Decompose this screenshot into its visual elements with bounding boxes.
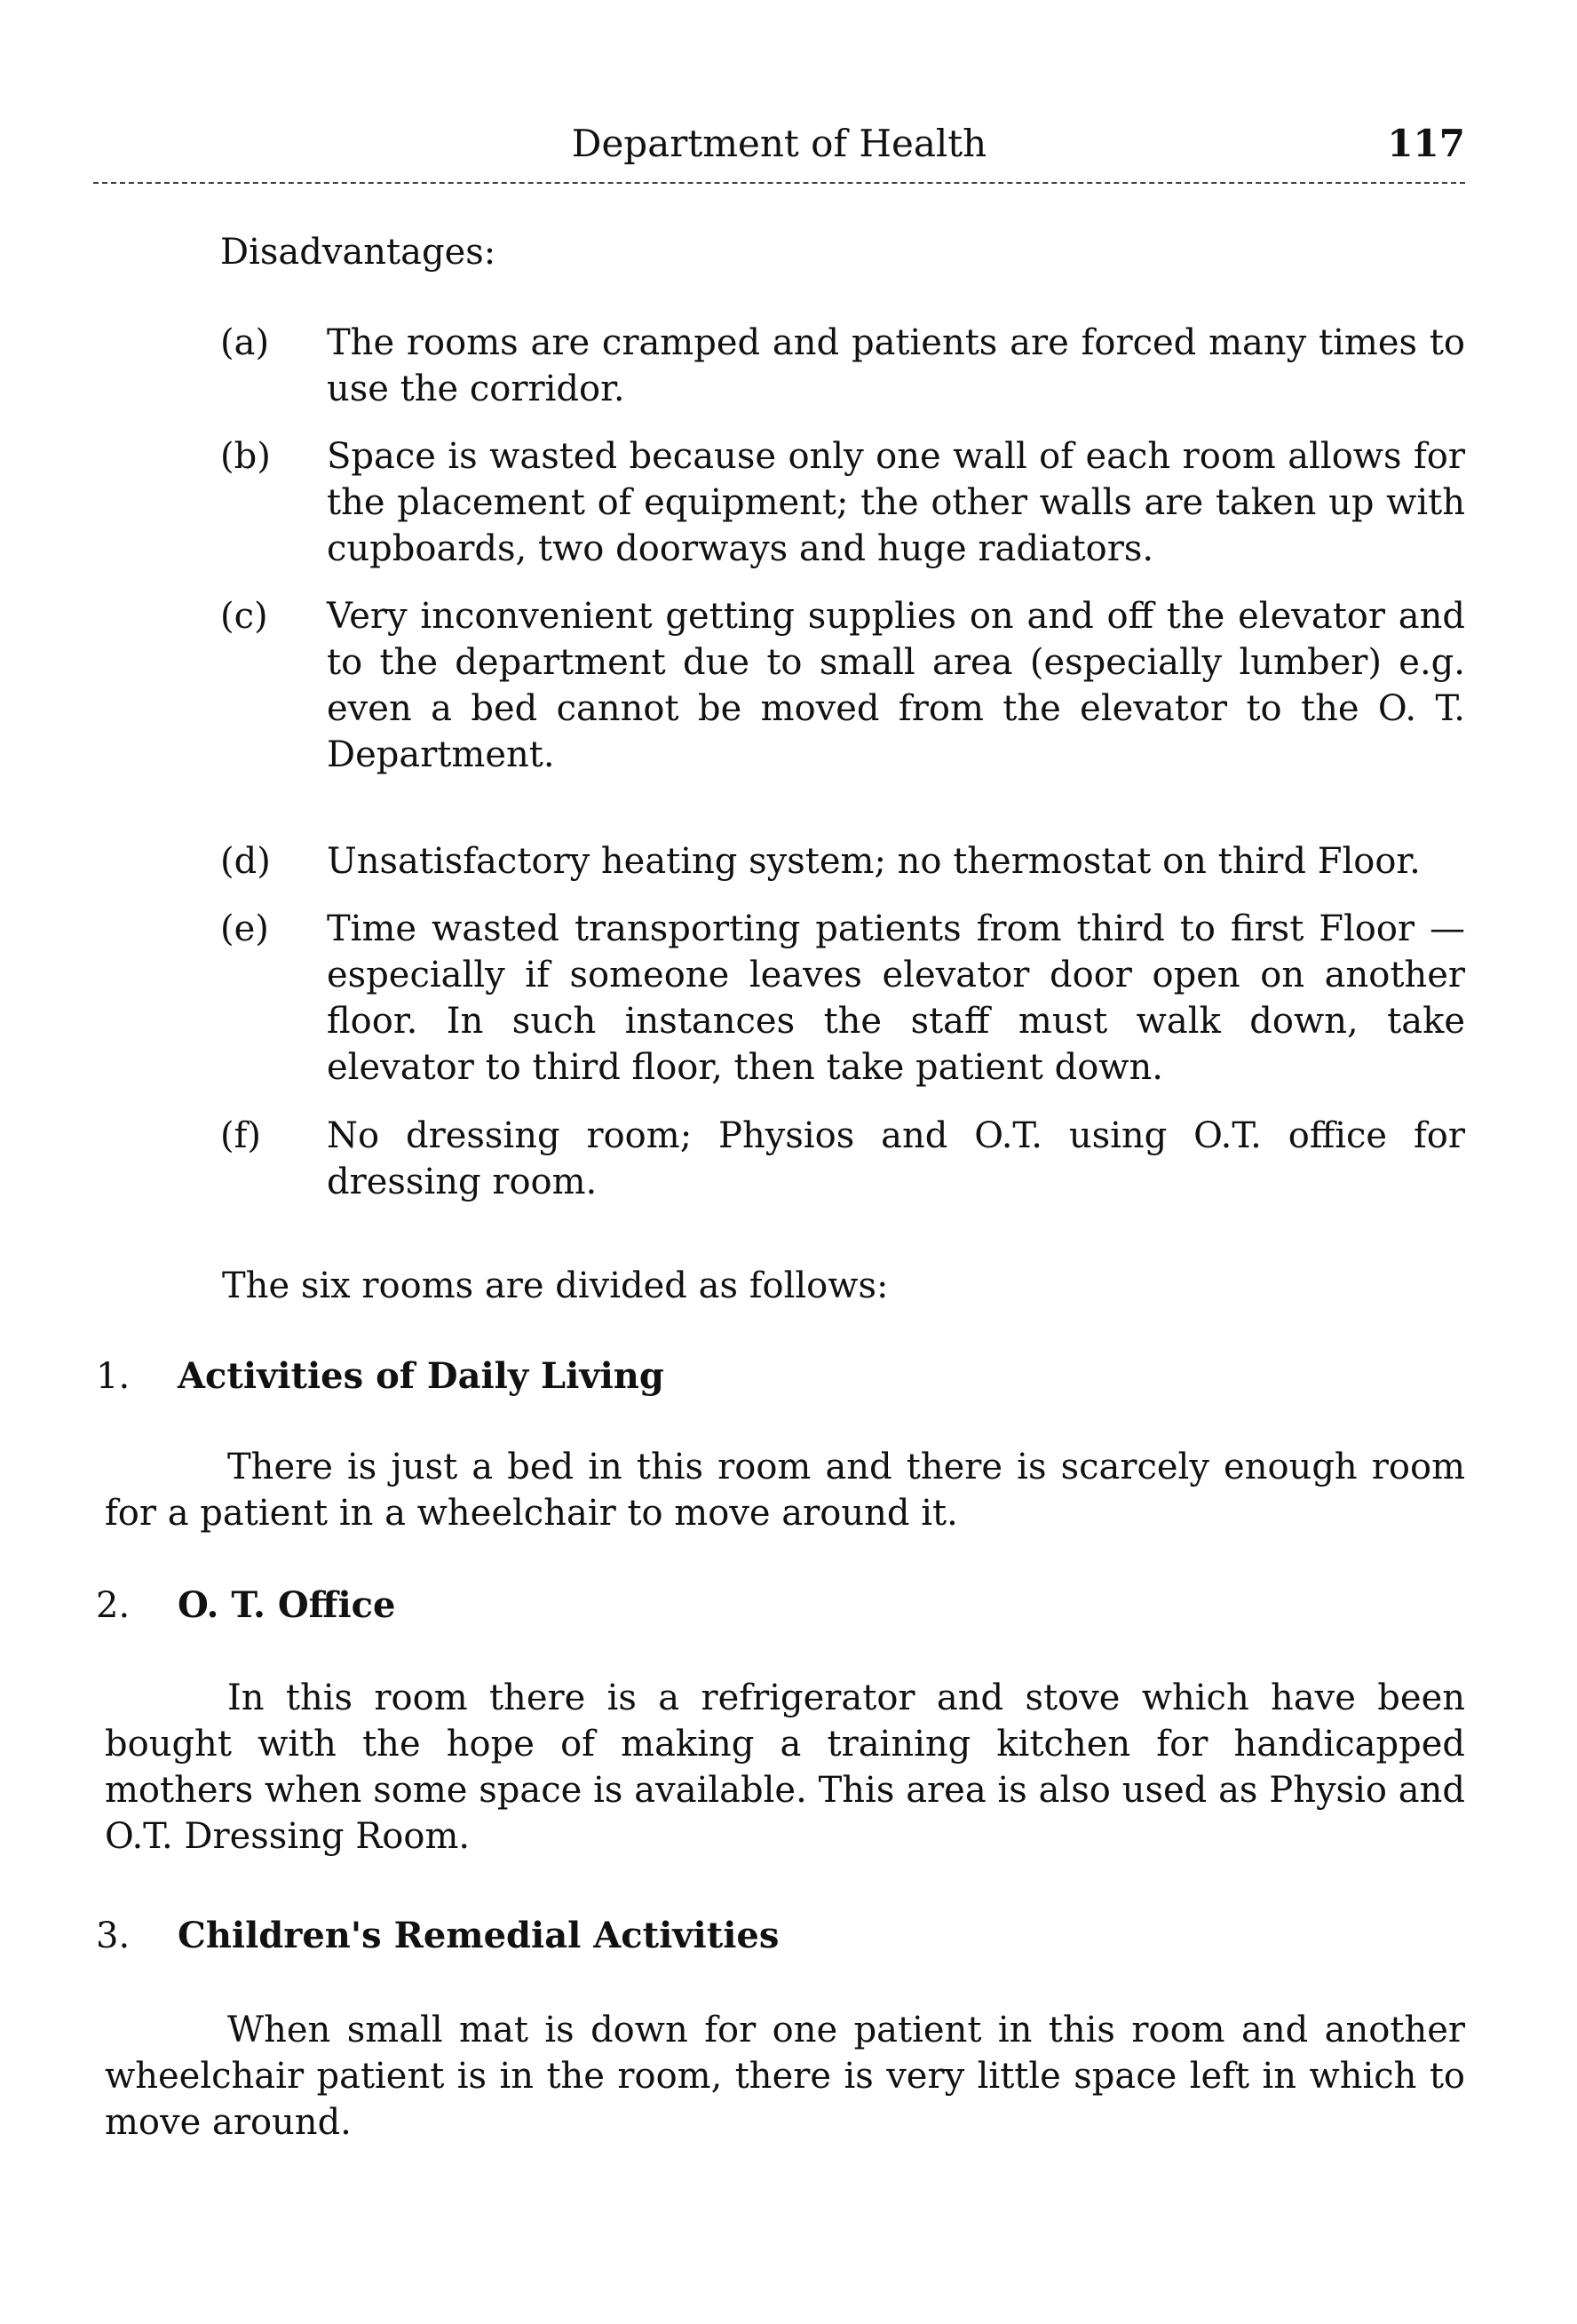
item-letter: (c) — [220, 596, 268, 637]
section-number: 2. — [96, 1585, 131, 1626]
item-text: No dressing room; Physios and O.T. using O.T. office for dressing room. — [327, 1115, 1465, 1202]
section-heading-2 — [96, 1582, 396, 1629]
header-rule — [93, 182, 1465, 184]
section-paragraph-2: In this room there is a refrigerator and stove which have been bought with the hope of making a training kitchen for handicapped mothers when some space is available. This area is also used as Physio and O.T. Dressing Room. — [105, 1678, 1465, 1857]
running-header — [93, 117, 1465, 171]
page-number: 117 — [1387, 122, 1465, 165]
item-text: Very inconvenient getting supplies on and off the elevator and to the department due to small area (especially lumber) e.g. even a bed cannot be moved from the elevator to the O. T. Department. — [327, 596, 1465, 775]
item-text: Space is wasted because only one wall of each room allows for the placement of equipment; the other walls are taken up with cupboards, two doorways and huge radiators. — [327, 436, 1465, 569]
section-heading-3 — [96, 1913, 779, 1959]
item-letter: (f) — [220, 1115, 262, 1156]
rooms-intro: The six rooms are divided as follows: — [222, 1265, 889, 1306]
section-number: 1. — [96, 1356, 131, 1397]
item-letter: (d) — [220, 841, 271, 882]
disadvantages-label: Disadvantages: — [220, 232, 496, 273]
item-text: The rooms are cramped and patients are forced many times to use the corridor. — [327, 322, 1465, 409]
section-paragraph-1: There is just a bed in this room and there is scarcely enough room for a patient in a wheelchair to move around it. — [105, 1447, 1465, 1534]
section-number: 3. — [96, 1916, 131, 1956]
item-text: Unsatisfactory heating system; no thermostat on third Floor. — [327, 841, 1421, 882]
header-title: Department of Health — [571, 122, 987, 165]
section-title: O. T. Office — [178, 1584, 396, 1626]
section-heading-1 — [96, 1353, 664, 1400]
item-text: Time wasted transporting patients from third to first Floor — especially if someone leaves elevator door open on another floor. In such instances the staff must walk down, take elevator to third floor, then take patient down. — [327, 908, 1465, 1088]
item-letter: (b) — [220, 436, 271, 477]
item-letter: (a) — [220, 322, 270, 363]
section-paragraph-3: When small mat is down for one patient in this room and another wheelchair patient is in the room, there is very little space left in which to move around. — [105, 2010, 1465, 2143]
section-title: Activities of Daily Living — [178, 1355, 664, 1397]
section-title: Children's Remedial Activities — [178, 1915, 780, 1956]
item-letter: (e) — [220, 908, 269, 949]
